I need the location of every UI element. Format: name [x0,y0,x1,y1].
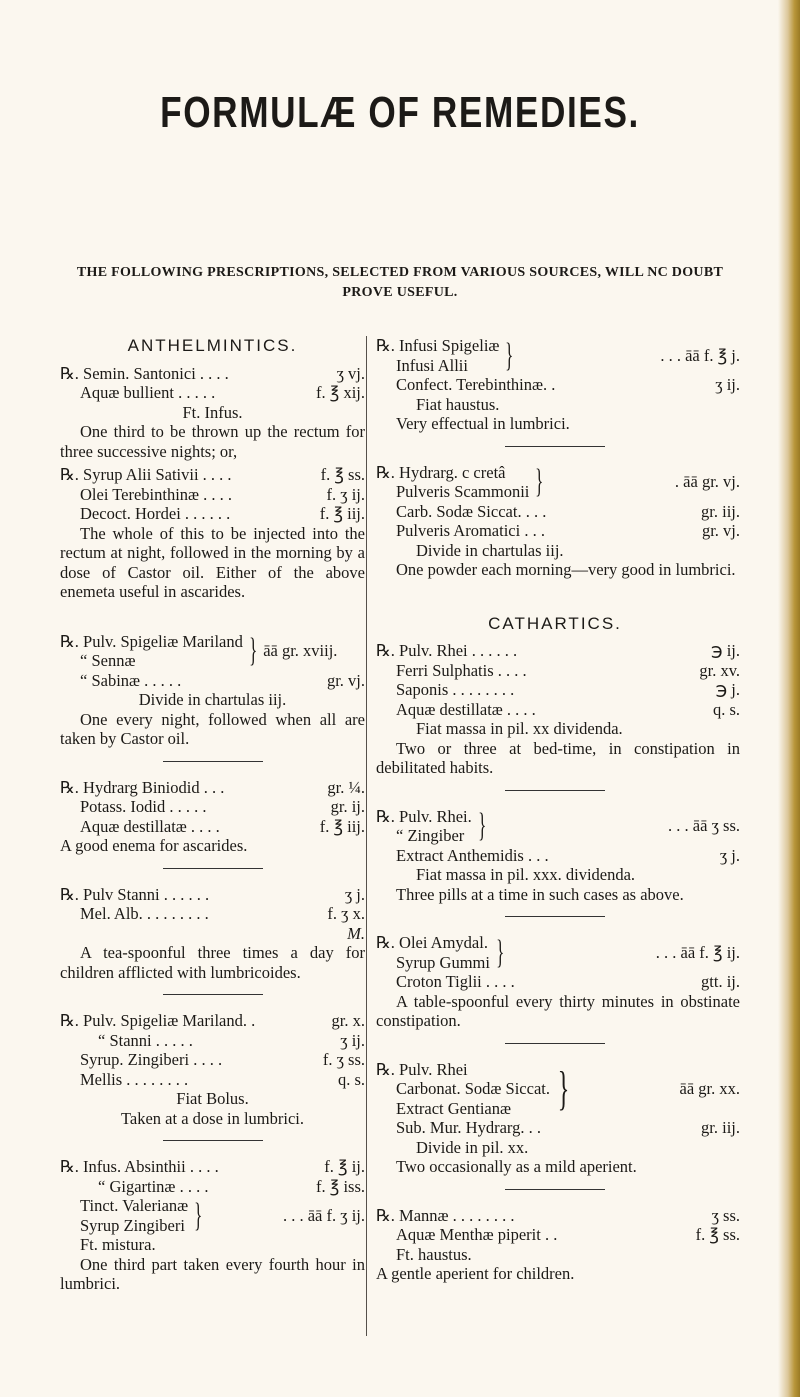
ingredient-line: ℞. Hydrarg Biniodid . . . gr. ¼. [60,777,365,797]
ingredient-line: Aquæ Menthæ piperit . . f. ℥ ss. [396,1225,740,1244]
direction: Divide in chartulas iij. [416,540,564,560]
ingredient-line: Confect. Terebinthinæ. . ʒ ij. [396,375,740,394]
note: A good enema for ascarides. [60,836,248,855]
brace: } [496,933,505,971]
ingredient-line: Saponis . . . . . . . . ℈ j. [396,680,740,699]
ingredient-line: “ Stanni . . . . . ʒ ij. [98,1030,365,1050]
prescription [60,632,365,749]
ingredient-group: ℞. Pulv. Spigeliæ Mariland “ Sennæ } āā gr. xviij. [60,631,338,670]
note: Very effectual in lumbrici. [396,414,570,433]
prescription [60,364,365,462]
note: Two occasionally as a mild aperient. [396,1157,637,1176]
ingredient-group: ℞. Pulv. Rhei Carbonat. Sodæ Siccat. Extract Gentianæ } āā gr. xx. [376,1059,740,1118]
page-edge [778,0,800,1397]
prescription [370,807,740,905]
prescription [60,465,365,602]
direction: Fiat massa in pil. xxx. dividenda. [416,865,636,884]
prescription [60,1157,365,1294]
ingredient-line: Olei Terebinthinæ . . . . f. ʒ ij. [80,484,365,504]
note: One third to be thrown up the rectum for three successive nights; or, [60,422,365,461]
ingredient-line: ℞. Infus. Absinthii . . . . f. ℥ ij. [60,1157,365,1176]
section-heading-cathartics: CATHARTICS. [488,613,622,633]
note: A table-spoonful every thirty minutes in obstinate constipation. [376,991,740,1030]
ingredient-group: ℞. Pulv. Rhei. “ Zingiber } . . . āā ʒ ss. [376,806,740,845]
ingredient-group: Tinct. Valerianæ Syrup Zingiberi } . . . āā f. ʒ ij. [80,1196,365,1235]
note: Taken at a dose in lumbrici. [120,1108,305,1128]
prescription [370,1060,740,1177]
note: One third part taken every fourth hour in lumbrici. [60,1254,365,1293]
ingredient-line: “ Gigartinæ . . . . f. ℥ iss. [98,1176,365,1196]
column-divider [366,336,367,1336]
direction: Fiat massa in pil. xx dividenda. [416,719,623,738]
direction: Ft. haustus. [396,1244,472,1264]
separator [505,916,605,917]
prescription [370,1206,740,1284]
note: One powder each morning—very good in lumbrici. [396,560,736,579]
ingredient-line: Mellis . . . . . . . . q. s. [80,1069,365,1089]
separator [505,1043,605,1044]
direction: Ft. Infus. [182,402,243,422]
ingredient-line: “ Sabinæ . . . . . gr. vj. [80,670,365,690]
separator [505,446,605,447]
separator [163,868,263,869]
ingredient-line: ℞. Pulv. Spigeliæ Mariland. . gr. x. [60,1011,365,1030]
ingredient-group: ℞. Hydrarg. c cretâ Pulveris Scammonii } . āā gr. vj. [376,462,740,501]
ingredient-line: ℞. Pulv Stanni . . . . . . ʒ j. [60,884,365,904]
ingredient-line: Sub. Mur. Hydrarg. . . gr. iij. [396,1118,740,1137]
mix-mark: M. [347,923,365,943]
note: A tea-spoonful three times a day for children afflicted with lumbricoides. [60,943,365,982]
prescription [370,336,740,434]
ingredient-line: Aquæ destillatæ . . . . q. s. [396,699,740,719]
direction: Divide in chartulas iij. [138,690,287,709]
ingredient-line: Aquæ destillatæ . . . . f. ℥ iij. [80,816,365,836]
prescription [60,778,365,856]
page-title: FORMULÆ OF REMEDIES. [160,88,640,137]
ingredient-line: Pulveris Aromatici . . . gr. vj. [396,521,740,540]
ingredient-line: Mel. Alb. . . . . . . . . f. ʒ x. [80,904,365,923]
left-column [60,336,365,1298]
ingredient-line: Extract Anthemidis . . . ʒ j. [396,845,740,865]
prescription [60,1011,365,1128]
ingredient-line: Decoct. Hordei . . . . . . f. ℥ iij. [80,504,365,523]
prescription [370,463,740,580]
page-subtitle: THE FOLLOWING PRESCRIPTIONS, SELECTED FROM VARIOUS SOURCES, WILL NC DOUBT PROVE USEFUL. [76,265,724,300]
note: A gentle aperient for children. [376,1264,575,1283]
ingredient-line: Potass. Iodid . . . . . gr. ij. [80,797,365,816]
brace: } [194,1196,203,1234]
ingredient-line: ℞. Syrup Alii Sativii . . . . f. ℥ ss. [60,465,365,484]
ingredient-line: Ferri Sulphatis . . . . gr. xv. [396,660,740,680]
brace: } [535,463,544,500]
note: One every night, followed when all are taken by Castor oil. [60,709,365,748]
ingredient-line: ℞. Mannæ . . . . . . . . ʒ ss. [376,1205,740,1225]
ingredient-line: Croton Tiglii . . . . gtt. ij. [396,972,740,991]
prescription [370,933,740,1031]
brace: } [248,632,258,669]
brace: } [557,1061,570,1115]
direction: Fiat haustus. [416,394,500,414]
separator [163,1140,263,1141]
section-heading-anthelmintics: ANTHELMINTICS. [127,336,298,355]
ingredient-line: Aquæ bullient . . . . . f. ℥ xij. [80,383,365,402]
direction: Ft. mistura. [80,1235,156,1254]
note: The whole of this to be injected into the rectum at night, followed in the morning by a dose of Castor oil. Either of the above enemeta useful in ascarides. [60,523,365,601]
right-column [370,336,740,1288]
note: Two or three at bed-time, in constipation in debilitated habits. [376,738,740,777]
brace: } [477,807,487,844]
separator [505,1189,605,1190]
ingredient-group: ℞. Infusi Spigeliæ Infusi Allii } . . . āā f. ℥ j. [376,336,740,375]
brace: } [505,336,514,374]
prescription [60,885,365,983]
ingredient-line: Syrup. Zingiberi . . . . f. ʒ ss. [80,1050,365,1069]
separator [163,761,263,762]
ingredient-line: ℞. Semin. Santonici . . . . ʒ vj. [60,363,365,383]
note: Three pills at a time in such cases as above. [396,884,684,904]
direction: Divide in pil. xx. [416,1137,529,1157]
direction: Fiat Bolus. [176,1089,249,1108]
prescription [370,641,740,778]
separator [163,994,263,995]
ingredient-group: ℞. Olei Amydal. Syrup Gummi } . . . āā f. ℥ ij. [376,933,740,972]
ingredient-line: Carb. Sodæ Siccat. . . . gr. iij. [396,501,740,521]
separator [505,790,605,791]
ingredient-line: ℞. Pulv. Rhei . . . . . . ℈ ij. [376,641,740,660]
